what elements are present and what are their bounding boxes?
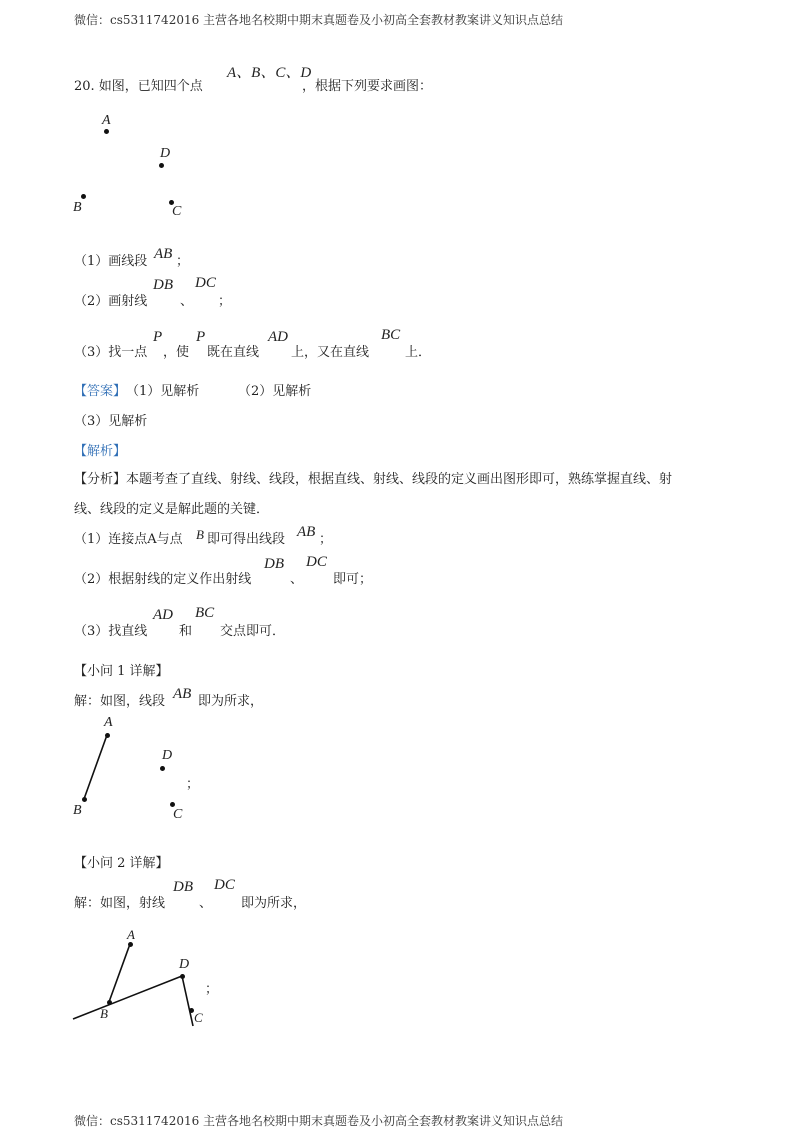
detail1-math: AB xyxy=(173,686,192,702)
part2-post: ； xyxy=(218,294,232,309)
d1-label-c: C xyxy=(173,807,183,822)
analysis-s3-post: 交点即可． xyxy=(220,624,286,639)
d1-label-a: A xyxy=(104,715,113,730)
analysis-s1-post: ； xyxy=(319,532,333,547)
analysis-tag: 【解析】 xyxy=(74,444,127,459)
analysis-s3-pre: （3）找直线 xyxy=(74,624,148,639)
analysis-s3-ad: AD xyxy=(153,607,173,623)
part3-post: 上． xyxy=(405,345,432,360)
d2-point-b xyxy=(107,1000,112,1005)
part3-pre: （3）找一点 xyxy=(74,345,148,360)
d2-label-c: C xyxy=(194,1010,203,1025)
d2-semicolon: ； xyxy=(205,982,219,997)
analysis-para-tag: 【分析】 xyxy=(74,472,127,487)
d2-label-d: D xyxy=(179,957,190,972)
label-d: D xyxy=(160,146,171,161)
label-a: A xyxy=(102,113,111,128)
part3-mid3: 上，又在直线 xyxy=(291,345,370,360)
part1-math: AB xyxy=(154,246,173,262)
analysis-line2: 线、线段的定义是解此题的关键． xyxy=(74,502,270,517)
part2-math2: DC xyxy=(195,275,216,291)
d1-label-d: D xyxy=(162,748,173,763)
d1-label-b: B xyxy=(73,803,82,818)
page-header: 微信：cs5311742016 主营各地名校期中期末真题卷及小初高全套教材教案讲义知识点总结 xyxy=(74,13,564,27)
part3-bc: BC xyxy=(381,327,401,343)
analysis-s3-bc: BC xyxy=(195,605,215,621)
d2-point-a xyxy=(128,942,133,947)
detail1-post: 即为所求， xyxy=(198,694,264,709)
analysis-s3-and: 和 xyxy=(179,624,193,639)
part3-p1: P xyxy=(153,329,163,345)
detail2-math1: DB xyxy=(173,879,193,895)
page-footer: 微信：cs5311742016 主营各地名校期中期末真题卷及小初高全套教材教案讲义知识点总结 xyxy=(74,1114,564,1128)
d1-semicolon: ； xyxy=(186,777,200,792)
part3-mid1: ，使 xyxy=(163,345,190,360)
ray-dc xyxy=(182,976,193,1026)
analysis-s2-post: 即可； xyxy=(333,572,373,587)
part1-post: ； xyxy=(176,254,190,269)
segment-ab xyxy=(109,944,130,1002)
label-b: B xyxy=(73,200,82,215)
analysis-s1-ab: AB xyxy=(297,524,316,540)
detail2-post: 即为所求， xyxy=(241,896,307,911)
part1-pre: （1）画线段 xyxy=(74,254,148,269)
part3-p2: P xyxy=(196,329,206,345)
analysis-s1-b: B xyxy=(196,527,204,542)
answer-tag: 【答案】 xyxy=(74,384,127,399)
analysis-s1-pre: （1）连接点A与点 xyxy=(74,532,183,547)
detail1-pre: 解：如图，线段 xyxy=(74,694,166,709)
analysis-s1-mid: 即可得出线段 xyxy=(207,532,286,547)
question-suffix: ，根据下列要求画图： xyxy=(302,79,433,94)
detail2-title: 【小问 2 详解】 xyxy=(74,856,169,871)
d2-point-c xyxy=(189,1008,194,1013)
ray-db xyxy=(73,976,182,1019)
answer-3: （3）见解析 xyxy=(74,414,148,429)
analysis-s2-dc: DC xyxy=(306,554,327,570)
d2-label-b: B xyxy=(100,1006,108,1021)
detail1-title: 【小问 1 详解】 xyxy=(74,664,169,679)
analysis-s2-sep: 、 xyxy=(290,572,304,587)
part3-mid2: 既在直线 xyxy=(207,345,260,360)
part2-sep: 、 xyxy=(180,294,194,309)
part2-math1: DB xyxy=(153,277,173,293)
analysis-line1-text: 本题考查了直线、射线、线段，根据直线、射线、线段的定义画出图形即可，熟练掌握直线、射 xyxy=(126,472,673,487)
part2-pre: （2）画射线 xyxy=(74,294,148,309)
d2-label-a: A xyxy=(127,927,135,942)
detail2-math2: DC xyxy=(214,877,235,893)
question-prefix: 20. 如图，已知四个点 xyxy=(74,79,203,94)
analysis-s2-db: DB xyxy=(264,556,284,572)
d2-point-d xyxy=(180,974,185,979)
answer-1: （1）见解析 xyxy=(126,384,200,399)
analysis-s2-pre: （2）根据射线的定义作出射线 xyxy=(74,572,252,587)
answer-2: （2）见解析 xyxy=(238,384,312,399)
detail2-pre: 解：如图，射线 xyxy=(74,896,166,911)
label-c: C xyxy=(172,204,182,219)
detail2-sep: 、 xyxy=(199,896,213,911)
part3-ad: AD xyxy=(268,329,288,345)
question-points: A、B、C、D xyxy=(227,65,312,81)
